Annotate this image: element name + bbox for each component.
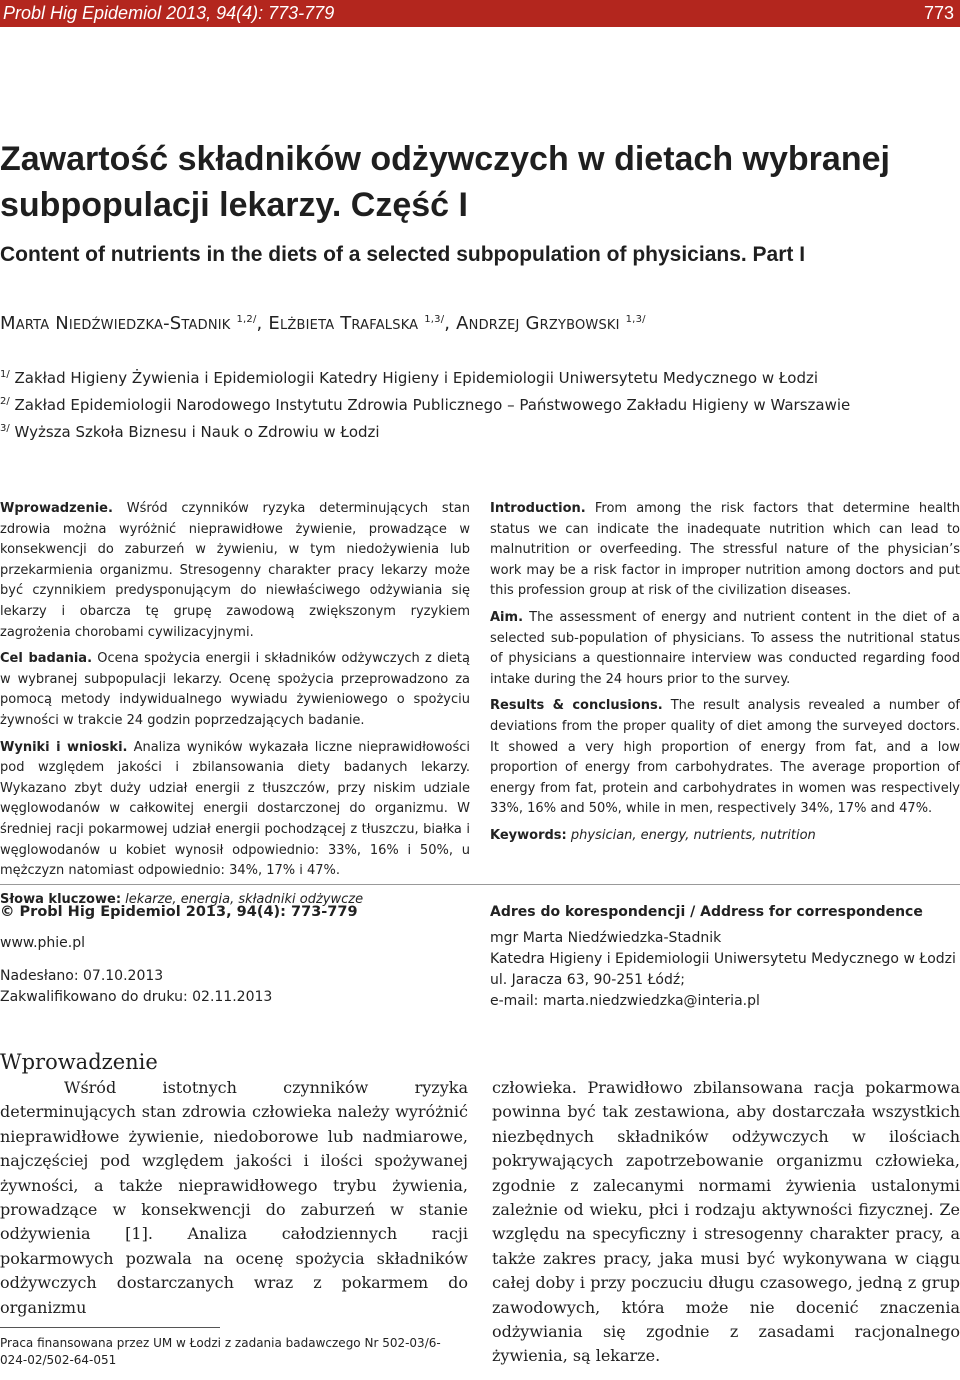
correspondence-block	[490, 902, 960, 1012]
author-affiliation-marker: 1,2/	[236, 314, 257, 325]
abstract-english	[490, 499, 960, 853]
affiliation-item: $^{2/}$ Zakład Epidemiologii Narodowego Instytutu Zdrowia Publicznego – Państwowego Zakładu Higieny w Warszawie	[0, 396, 851, 414]
section-divider	[0, 884, 960, 885]
author-name: Elżbieta Trafalska	[268, 313, 419, 334]
correspondence-heading: Adres do korespondencji / Address for correspondence	[490, 904, 923, 920]
publication-info	[0, 902, 470, 1008]
article-title: Zawartość składników odżywczych w dietach wybranej subpopulacji lekarzy. Część I	[0, 140, 890, 224]
abstract-keywords: Keywords: physician, energy, nutrients, nutrition	[490, 827, 816, 843]
journal-reference: Probl Hig Epidemiol 2013, 94(4): 773-779	[3, 3, 335, 23]
abstract-aim: Cel badania. Ocena spożycia energii i składników odżywczych z dietą w wybranej subpopulacji lekarzy. Ocenę spożycia przeprowadzono za pomocą metody indywidualnego wywiadu żywieniowego o spożyciu żywności w trakcie 24 godzin poprzedzających badanie.	[0, 651, 470, 728]
abstract-results: Wyniki i wnioski. Analiza wyników wykazała liczne nieprawidłowości pod względem jakości i zbilansowania diety badanych lekarzy. Wykazano zbyt duży udział energii z tłuszczów, przy niskim udziale węglowodanów w całkowitej energii dostarczonej do organizmu. W średniej racji pokarmowej udział energii pochodzącej z tłuszczu, białka i węglowodanów u kobiet wynosił odpowiednio: 33%, 16% i 50%, u mężczyzn natomiast odpowiednio: 34%, 17% i 47%.	[0, 739, 470, 879]
section-heading: Wprowadzenie	[0, 1050, 158, 1074]
abstract-polish	[0, 499, 470, 916]
affiliation-item: $^{1/}$ Zakład Higieny Żywienia i Epidemiologii Katedry Higieny i Epidemiologii Uniwersytetu Medycznego w Łodzi	[0, 369, 819, 387]
body-text-right-column: człowieka. Prawidłowo zbilansowana racja pokarmowa powinna być tak zestawiona, aby dostarczała wszystkich niezbędnych składników odżywczych w ilościach pokrywających zapotrzebowanie organizmu człowieka, zgodnie z zalecanymi normami żywienia ustalonymi zależnie od wieku, płci i rodzaju aktywności fizycznej. Ze względu na specyficzny i stresogenny charakter pracy, a także zakres pracy, jaka musi być wykonywana w ciągu całej doby i przy poczuciu długu czasowego, jedną z grup zawodowych, która może nie docenić znaczenia odżywiania się zgodnie z zasadami racjonalnego żywienia, są lekarze.	[492, 1078, 960, 1366]
abstract-results: Results & conclusions. The result analysis revealed a number of deviations from the proper quality of diet among the surveyed doctors. It showed a very high proportion of energy from fat, and a low proportion of energy from carbohydrates. The average proportion of energy from fat, protein and carbohydrates in women was respectively 33%, 16% and 50%, while in men, respectively 34%, 17% and 47%.	[490, 698, 960, 817]
footnote-divider	[0, 1327, 220, 1328]
abstract-aim: Aim. The assessment of energy and nutrient content in the diet of a selected sub-population of physicians. To assess the nutritional status of physicians a questionnaire interview was conducted regarding food intake during the 24 hours prior to the survey.	[490, 609, 960, 687]
copyright-line: © Probl Hig Epidemiol 2013, 94(4): 773-779	[0, 904, 358, 920]
journal-website-link[interactable]: www.phie.pl	[0, 935, 86, 951]
abstract-intro: Wprowadzenie. Wśród czynników ryzyka determinujących stan zdrowia można wyróżnić nieprawidłowe żywienie, prowadzące w konsekwencji do zaburzeń w żywieniu, w tym niedożywienia lub przekarmienia organizmu. Stresogenny charakter pracy lekarzy może być czynnikiem predysponującym do niewłaściwego odżywiania się lekarzy i obarcza tę grupę zawodową zwiększonym ryzykiem zagrożenia chorobami cywilizacyjnymi.	[0, 501, 471, 640]
author-name: Marta Niedźwiedzka-Stadnik	[0, 313, 231, 334]
affiliation-list	[0, 363, 950, 444]
correspondence-name: mgr Marta Niedźwiedzka-Stadnik	[490, 930, 722, 946]
author-affiliation-marker: 1,3/	[625, 314, 646, 325]
article-subtitle: Content of nutrients in the diets of a selected subpopulation of physicians. Part I	[0, 243, 806, 266]
correspondence-email-link[interactable]: e-mail: marta.niedzwiedzka@interia.pl	[490, 993, 760, 1009]
correspondence-dept: Katedra Higieny i Epidemiologii Uniwersytetu Medycznego w Łodzi	[490, 951, 956, 967]
affiliation-item: $^{3/}$ Wyższa Szkoła Biznesu i Nauk o Zdrowiu w Łodzi	[0, 423, 380, 441]
funding-footnote: Praca finansowana przez UM w Łodzi z zadania badawczego Nr 502-03/6-024-02/502-64-051	[0, 1336, 441, 1367]
page-number: 773	[923, 3, 954, 23]
author-affiliation-marker: 1,3/	[424, 314, 445, 325]
abstract-keywords: Słowa kluczowe: lekarze, energia, składniki odżywcze	[0, 891, 364, 907]
author-name: Andrzej Grzybowski	[456, 313, 620, 334]
correspondence-street: ul. Jaracza 63, 90-251 Łódź;	[490, 972, 685, 988]
journal-header-bar	[0, 0, 960, 27]
accepted-date: Zakwalifikowano do druku: 02.11.2013	[0, 989, 273, 1005]
body-text-left-column: Wśród istotnych czynników ryzyka determinujących stan zdrowia człowieka należy wyróżnić nieprawidłowe żywienie, niedoborowe lub nadmiarowe, najczęściej pod względem jakości i ilości spożywanej żywności, a także nieprawidłowego trybu żywienia, prowadzące w konsekwencji do zaburzeń w stanie odżywienia [1]. Analiza całodziennych racji pokarmowych pozwala na ocenę spożycia składników odżywczych dostarczanych wraz z pokarmem do organizmu	[0, 1078, 468, 1317]
author-list: Marta Niedźwiedzka-Stadnik $^{1,2/}$, Elżbieta Trafalska $^{1,3/}$, Andrzej Grzybowski $^{1,3/}$	[0, 313, 646, 334]
abstract-intro: Introduction. From among the risk factors that determine health status we can indicate the inadequate nutrition which can lead to malnutrition or overfeeding. The stressful nature of the physician’s work may be a risk factor in improper nutrition among doctors and put this profession group at risk of the civilization diseases.	[490, 501, 960, 599]
received-date: Nadesłano: 07.10.2013	[0, 968, 164, 984]
